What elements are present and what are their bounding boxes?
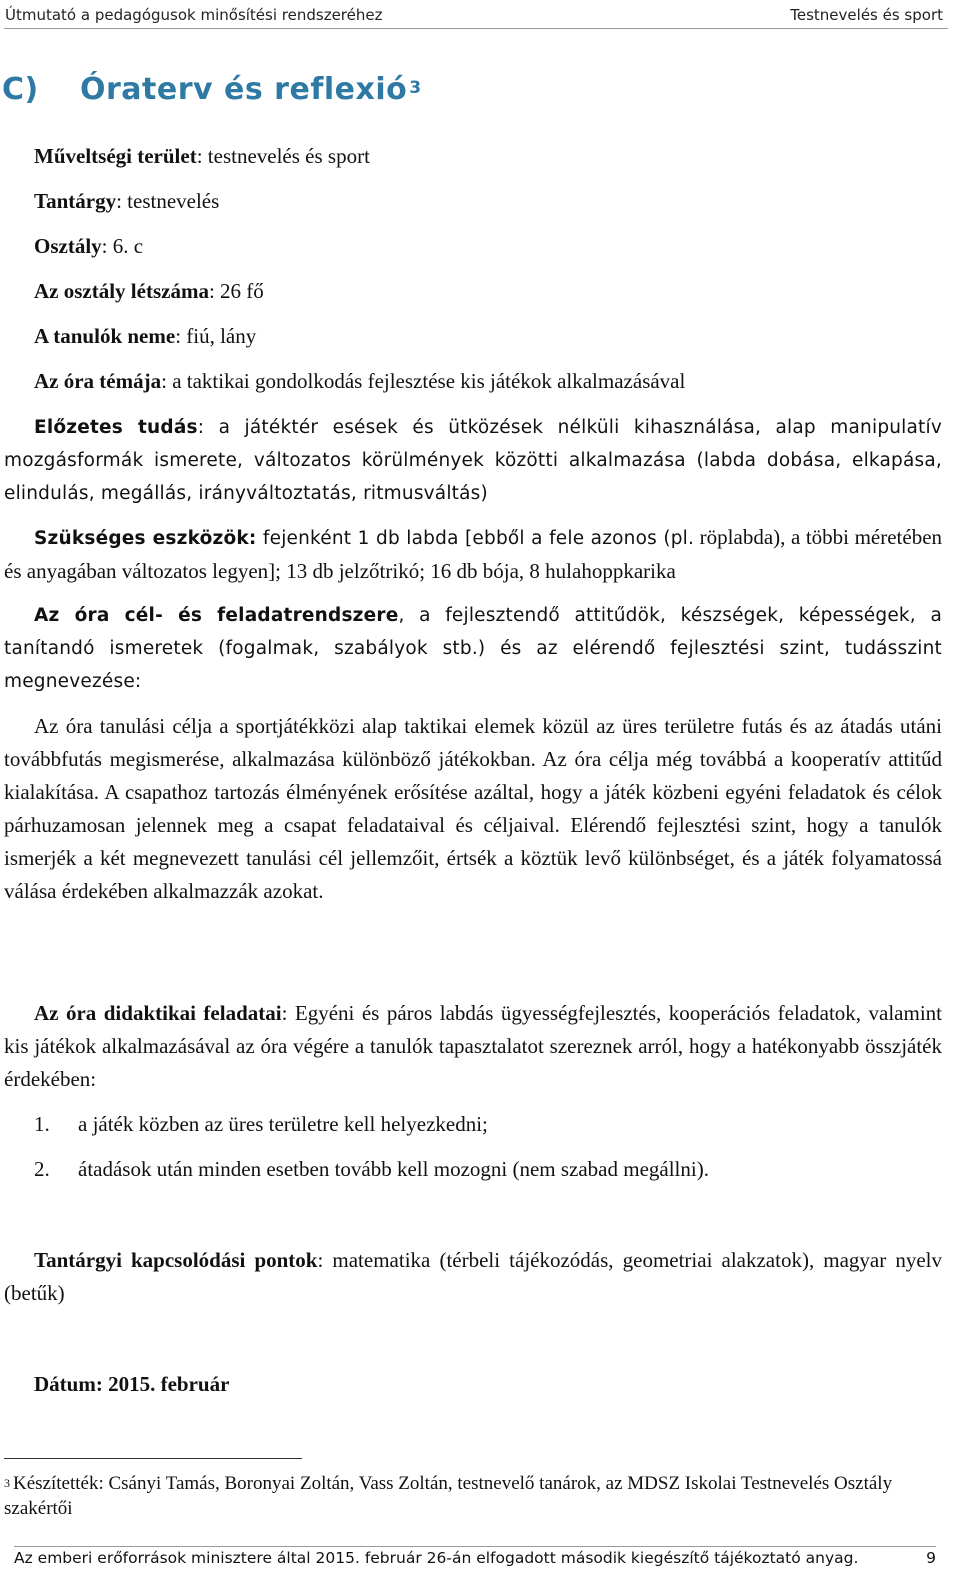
tools-paragraph <box>4 521 942 588</box>
field-value: : 26 fő <box>208 279 264 303</box>
header-right-text: Testnevelés és sport <box>790 6 943 24</box>
field-value: : testnevelés <box>116 189 220 213</box>
list-item-number: 1. <box>34 1112 50 1136</box>
header-rule <box>4 28 948 29</box>
goals-paragraph <box>4 599 942 698</box>
page-footer <box>14 1546 936 1567</box>
field-class <box>34 235 143 257</box>
field-label: Az osztály létszáma <box>34 279 209 303</box>
list-item <box>34 1157 709 1182</box>
field-subject-area <box>34 145 370 167</box>
list-item-number: 2. <box>34 1157 50 1181</box>
prior-knowledge-text: : a játéktér esések és ütközések nélküli kihasználása, alap manipulatív mozgásformák ismerete, változatos körülmények közötti alkalmazása (labda dobása, elkapása, elindulás, megállás, irányváltoztatás, ritmusváltás) <box>4 417 943 504</box>
field-value: : testnevelés és sport <box>196 144 370 168</box>
field-subject <box>34 190 219 212</box>
didactic-paragraph <box>4 997 942 1096</box>
didactic-label: Az óra didaktikai feladatai <box>34 1001 282 1025</box>
footnote-reference: 3 <box>409 78 422 98</box>
field-topic <box>34 370 685 392</box>
field-label: Osztály <box>34 234 102 258</box>
section-title <box>2 72 422 107</box>
field-value: : fiú, lány <box>175 324 257 348</box>
section-number: C) <box>2 72 39 107</box>
footnote-rule <box>4 1458 302 1459</box>
goals-body-paragraph <box>4 710 942 908</box>
footnote-number: 3 <box>4 1476 10 1490</box>
field-label: Tantárgy <box>34 189 117 213</box>
list-item-text: átadások után minden esetben tovább kell mozogni (nem szabad megállni). <box>78 1157 709 1181</box>
goals-text: , a fejlesztendő attitűdök, készségek, képességek, a tanítandó ismeretek (fogalmak, szabályok stb.) és az elérendő fejlesztési szint, tudásszint megnevezése: <box>4 605 942 692</box>
section-title-text: Óraterv és reflexió <box>80 72 408 107</box>
field-class-size <box>34 280 264 302</box>
field-label: A tanulók neme <box>34 324 176 348</box>
header-left-text: Útmutató a pedagógusok minősítési rendszeréhez <box>5 6 383 24</box>
field-value: : a taktikai gondolkodás fejlesztése kis játékok alkalmazásával <box>161 369 686 393</box>
tools-text: fejenként 1 db labda [ebből a fele azonos (pl. <box>256 528 695 549</box>
list-item-text: a játék közben az üres területre kell helyezkedni; <box>78 1112 488 1136</box>
tools-label: Szükséges eszközök: <box>34 528 257 549</box>
connections-text: : matematika (térbeli tájékozódás, geometriai alakzatok), magyar nyelv (betűk) <box>4 1248 942 1305</box>
footnote <box>4 1471 934 1521</box>
page-number: 9 <box>926 1549 936 1567</box>
connections-paragraph <box>4 1244 942 1310</box>
date: Dátum: 2015. február <box>34 1372 230 1396</box>
field-gender <box>34 325 256 347</box>
connections-label: Tantárgyi kapcsolódási pontok <box>34 1248 318 1272</box>
field-label: Műveltségi terület <box>34 144 197 168</box>
footer-text: Az emberi erőforrások minisztere által 2015. február 26-án elfogadott második kiegészítő tájékoztató anyag. <box>14 1549 859 1567</box>
tools-text-cont: röplabda), a többi méretében és anyagában változatos legyen]; 13 db jelzőtrikó; 16 db bója, 8 hulahoppkarika <box>4 525 943 583</box>
page-header <box>0 0 960 30</box>
field-label: Az óra témája <box>34 369 162 393</box>
prior-knowledge-paragraph <box>4 411 942 510</box>
footnote-text: Készítették: Csányi Tamás, Boronyai Zoltán, Vass Zoltán, testnevelő tanárok, az MDSZ Iskolai Testnevelés Osztály szakértői <box>4 1473 893 1519</box>
goals-body-text: Az óra tanulási célja a sportjátékközi alap taktikai elemek közül az üres területre futás és az átadás utáni továbbfutás megismerése, alkalmazása különböző játékokban. Az óra célja még továbbá a kooperatív attitűd kialakítása. A csapathoz tartozás élményének erősítése azáltal, hogy a játék közbeni egyéni feladatok és célok párhuzamosan jelennek meg a csapat feladataival és céljaival. Elérendő fejlesztési szint, hogy a tanulók ismerjék a két megnevezett tanulási cél jellemzőit, értsék a köztük levő különbséget, és a játék folyamatossá válása érdekében alkalmazzák azokat. <box>4 714 942 903</box>
field-value: : 6. c <box>101 234 144 258</box>
list-item <box>34 1112 488 1137</box>
didactic-text: : Egyéni és páros labdás ügyességfejlesztés, kooperációs feladatok, valamint kis játékok alkalmazásával az óra végére a tanulók tapasztalatot szereznek arról, hogy a hatékonyabb összjáték érdekében: <box>4 1001 942 1091</box>
goals-label: Az óra cél- és feladatrendszere <box>34 605 399 626</box>
prior-knowledge-label: Előzetes tudás <box>34 417 198 438</box>
